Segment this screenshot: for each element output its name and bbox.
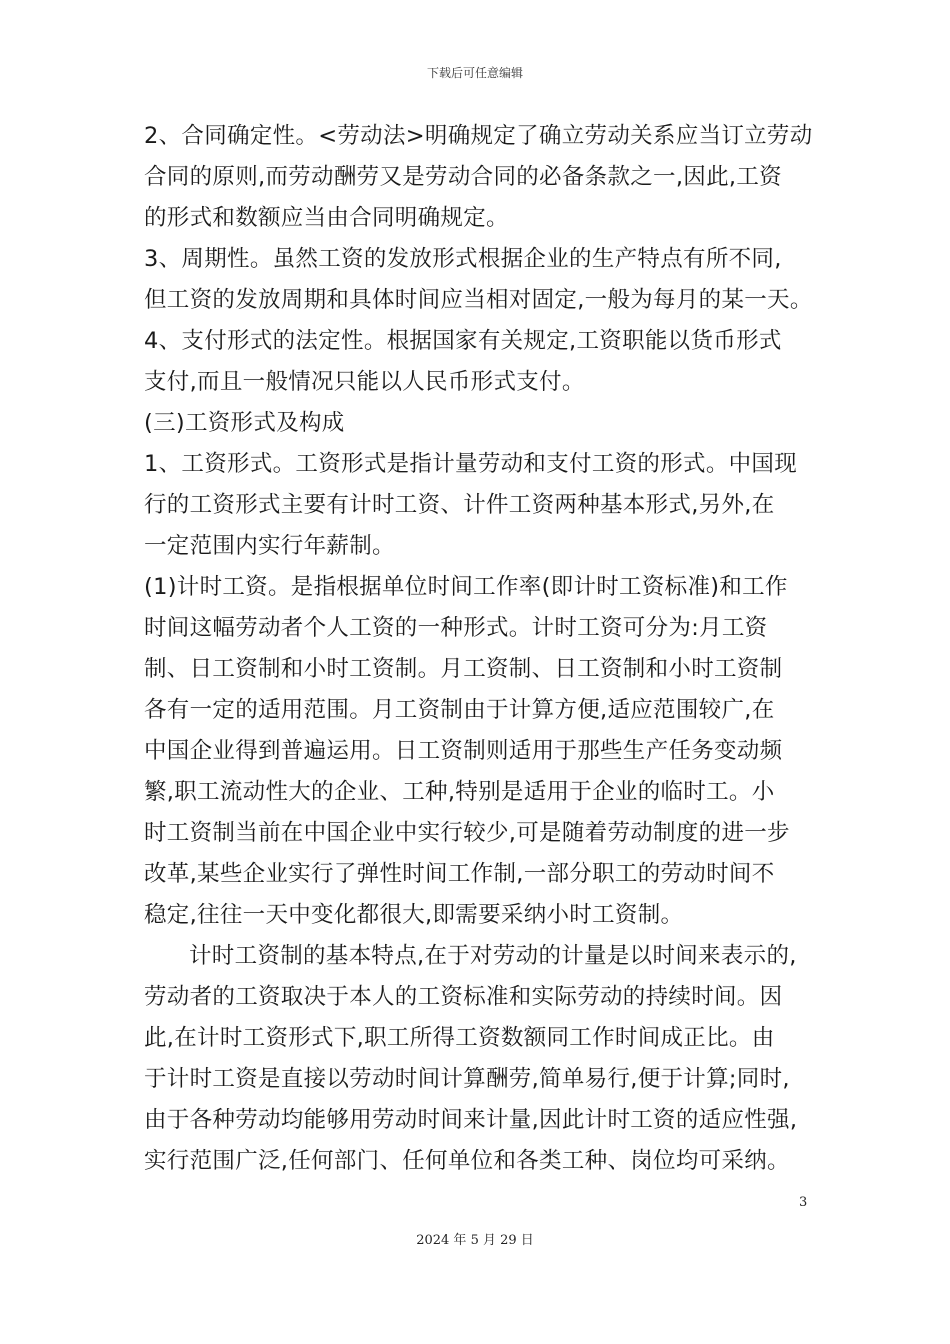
section-heading: (三)工资形式及构成	[144, 410, 345, 436]
text-line: 稳定,往往一天中变化都很大,即需要采纳小时工资制。	[144, 902, 684, 928]
text-line: 实行范围广泛,任何部门、任何单位和各类工种、岗位均可采纳。	[144, 1148, 790, 1174]
text-line: 劳动者的工资取决于本人的工资标准和实际劳动的持续时间。因	[144, 984, 783, 1010]
text-line: 中国企业得到普遍运用。日工资制则适用于那些生产任务变动频	[144, 738, 783, 764]
text-line: 支付,而且一般情况只能以人民币形式支付。	[144, 369, 585, 395]
text-line: 计时工资制的基本特点,在于对劳动的计量是以时间来表示的,	[189, 943, 797, 969]
document-body	[144, 116, 812, 1182]
page-number: 3	[799, 1195, 808, 1210]
text-line: 制、日工资制和小时工资制。月工资制、日工资制和小时工资制	[144, 656, 783, 682]
text-line: 时间这幅劳动者个人工资的一种形式。计时工资可分为:月工资	[144, 615, 768, 641]
text-line: 改革,某些企业实行了弹性时间工作制,一部分职工的劳动时间不	[144, 861, 775, 887]
text-line: 由于各种劳动均能够用劳动时间来计量,因此计时工资的适应性强,	[144, 1107, 798, 1133]
text-line: 时工资制当前在中国企业中实行较少,可是随着劳动制度的进一步	[144, 820, 790, 846]
text-line: 行的工资形式主要有计时工资、计件工资两种基本形式,另外,在	[144, 492, 775, 518]
page-header: 下载后可任意编辑	[426, 66, 523, 80]
text-line: 3、周期性。虽然工资的发放形式根据企业的生产特点有所不同,	[144, 246, 782, 272]
text-line: 1、工资形式。工资形式是指计量劳动和支付工资的形式。中国现	[144, 451, 798, 477]
text-line: (1)计时工资。是指根据单位时间工作率(即计时工资标准)和工作	[144, 574, 788, 600]
text-line: 繁,职工流动性大的企业、工种,特别是适用于企业的临时工。小	[144, 779, 775, 805]
footer-date: 2024 年 5 月 29 日	[416, 1233, 534, 1248]
text-line: 各有一定的适用范围。月工资制由于计算方便,适应范围较广,在	[144, 697, 775, 723]
text-line: 于计时工资是直接以劳动时间计算酬劳,简单易行,便于计算;同时,	[144, 1066, 790, 1092]
text-line: 但工资的发放周期和具体时间应当相对固定,一般为每月的某一天。	[144, 287, 813, 313]
text-line: 4、支付形式的法定性。根据国家有关规定,工资职能以货币形式	[144, 328, 782, 354]
text-line: 此,在计时工资形式下,职工所得工资数额同工作时间成正比。由	[144, 1025, 775, 1051]
text-line: 一定范围内实行年薪制。	[144, 533, 395, 559]
text-line: 合同的原则,而劳动酬劳又是劳动合同的必备条款之一,因此,工资	[144, 164, 782, 190]
text-line: 2、合同确定性。<劳动法>明确规定了确立劳动关系应当订立劳动	[144, 123, 813, 149]
text-line: 的形式和数额应当由合同明确规定。	[144, 205, 509, 231]
